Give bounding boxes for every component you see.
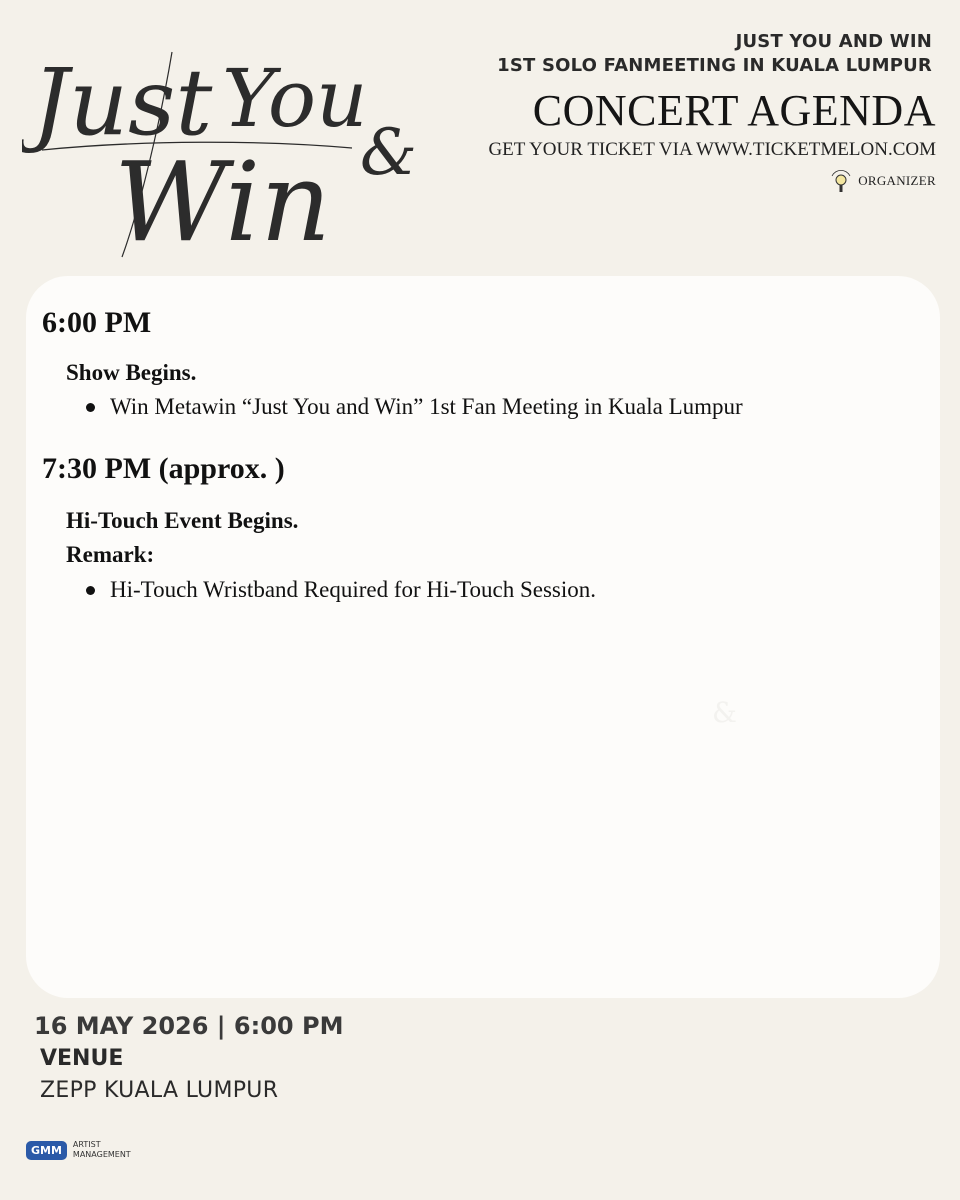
agenda-remark: Remark:	[66, 542, 155, 567]
daycon-organizer-logo	[830, 168, 852, 194]
bullet-icon	[86, 403, 95, 412]
agenda-bullet-text: Hi-Touch Wristband Required for Hi-Touch Session.	[110, 577, 597, 602]
ghost-ampersand: &	[712, 696, 737, 729]
gmm-line1: ARTIST	[72, 1140, 101, 1149]
venue-name: ZEPP KUALA LUMPUR	[40, 1078, 279, 1103]
header-block	[456, 30, 936, 194]
organizer-label: ORGANIZER	[858, 173, 936, 188]
agenda-bullet-text: Win Metawin “Just You and Win” 1st Fan Meeting in Kuala Lumpur	[110, 394, 743, 419]
svg-text:You: You	[222, 52, 368, 145]
ticket-info: GET YOUR TICKET VIA WWW.TICKETMELON.COM	[488, 139, 936, 160]
event-datetime: 16 MAY 2026 | 6:00 PM	[34, 1012, 344, 1040]
agenda-time-1: 6:00 PM	[42, 306, 152, 339]
svg-text:Just: Just	[32, 49, 213, 156]
agenda-bullet-1	[86, 394, 743, 420]
venue-label: VENUE	[40, 1046, 124, 1071]
agenda-bullet-2	[86, 577, 596, 603]
organizer-row	[456, 168, 936, 194]
agenda-card	[26, 276, 940, 998]
bullet-icon	[86, 586, 95, 595]
event-subtitle: 1ST SOLO FANMEETING IN KUALA LUMPUR	[497, 55, 932, 76]
agenda-label-1: Show Begins.	[66, 360, 197, 385]
agenda-time-2: 7:30 PM (approx. )	[42, 452, 285, 485]
event-name: JUST YOU AND WIN	[735, 31, 932, 52]
gmm-badge: GMM	[26, 1141, 67, 1160]
gmm-artist-management-logo	[26, 1140, 133, 1160]
agenda-label-2: Hi-Touch Event Begins.	[66, 508, 299, 533]
svg-text:&: &	[360, 116, 417, 190]
gmm-line2: MANAGEMENT	[72, 1150, 131, 1159]
page-title: CONCERT AGENDA	[532, 86, 936, 135]
just-you-and-win-logo	[22, 22, 432, 272]
gmm-text	[73, 1140, 133, 1160]
svg-text:Win: Win	[114, 138, 332, 266]
